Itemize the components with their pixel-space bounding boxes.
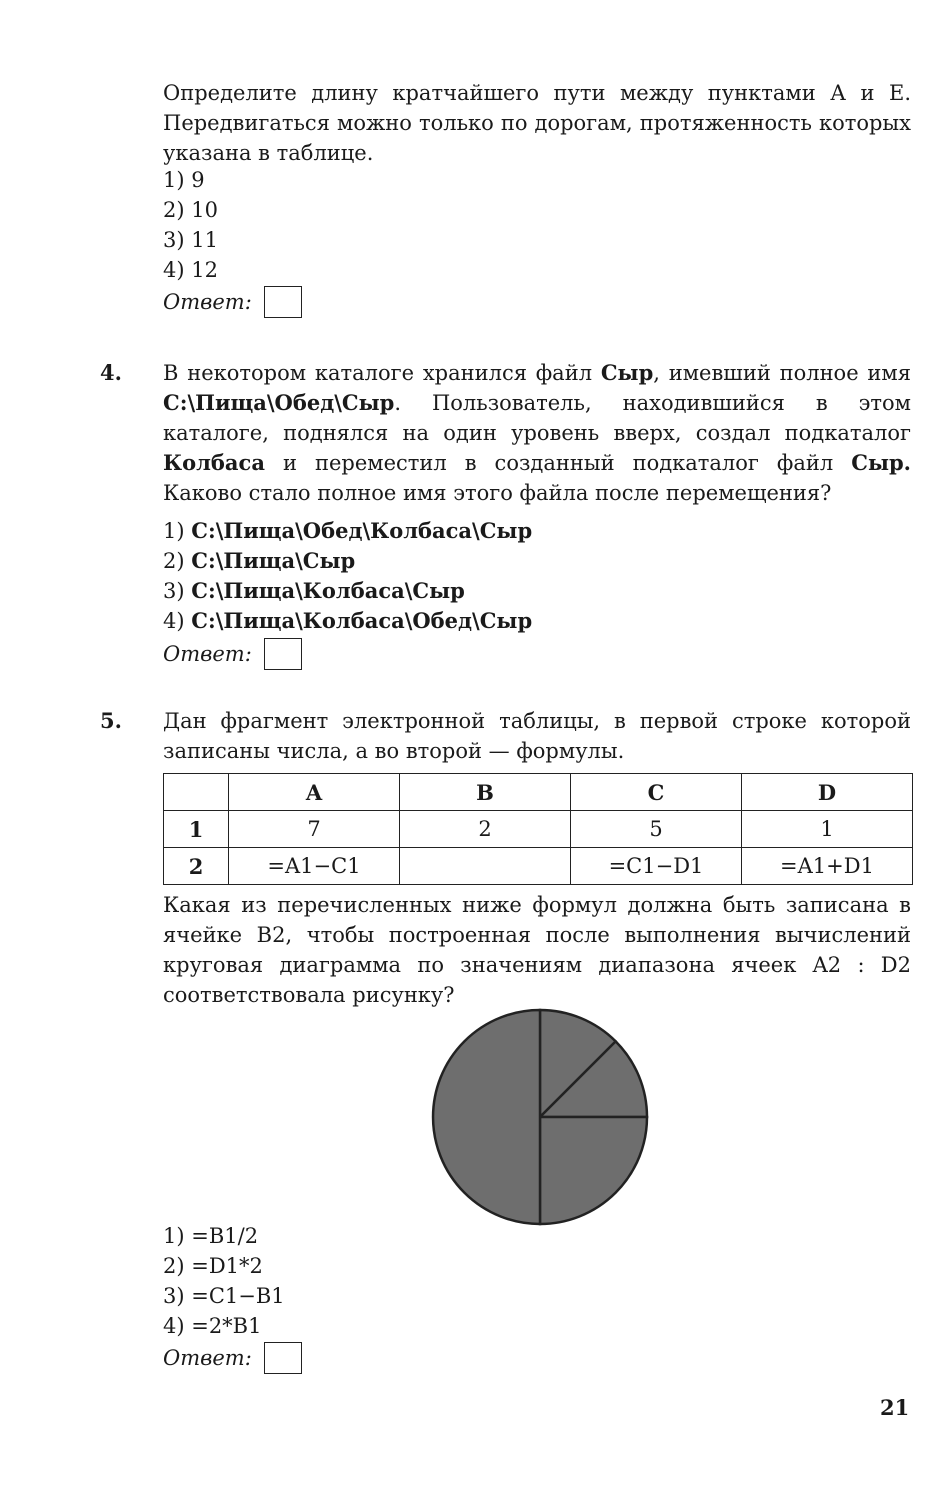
q4-option-path: C:\Пища\Колбаса\Сыр <box>191 578 465 603</box>
q3-option-4[interactable]: 4) 12 <box>163 258 218 282</box>
q4-text-part: Сыр. <box>851 450 911 475</box>
q4-answer <box>163 638 302 670</box>
q5-option-2[interactable]: 2) =D1*2 <box>163 1254 263 1278</box>
q5-number: 5. <box>100 708 122 733</box>
table-header-row <box>164 774 913 811</box>
q3-option-1[interactable]: 1) 9 <box>163 168 205 192</box>
cell-c2: =C1−D1 <box>571 848 742 885</box>
q4-option-4[interactable] <box>163 606 532 636</box>
pie-chart <box>428 1005 652 1229</box>
column-header-a: A <box>229 774 400 811</box>
table-row <box>164 848 913 885</box>
cell-d2: =A1+D1 <box>742 848 913 885</box>
q3-option-3[interactable]: 3) 11 <box>163 228 218 252</box>
column-header-c: C <box>571 774 742 811</box>
spreadsheet-table <box>163 773 913 885</box>
cell-a2: =A1−C1 <box>229 848 400 885</box>
q4-text-part: Каково стало полное имя этого файла после перемещения? <box>163 481 832 505</box>
q4-option-num: 4) <box>163 609 185 633</box>
q4-text-part: Сыр <box>600 360 654 385</box>
q5-intro: Дан фрагмент электронной таблицы, в первой строке которой записаны числа, а во второй — формулы. <box>163 709 911 763</box>
q4-option-num: 1) <box>163 519 185 543</box>
q3-text: Определите длину кратчайшего пути между пунктами А и Е. Передвигаться можно только по дорогам, протяженность которых указана в таблице. <box>163 81 911 165</box>
q4-text-part: В некотором каталоге хранился файл <box>163 361 601 385</box>
column-header-b: B <box>400 774 571 811</box>
column-header-d: D <box>742 774 913 811</box>
q4-option-1[interactable] <box>163 516 532 546</box>
q4-answer-label: Ответ: <box>163 642 252 666</box>
q5-option-3[interactable]: 3) =C1−B1 <box>163 1284 285 1308</box>
q4-text <box>163 358 911 508</box>
q5-option-1[interactable]: 1) =B1/2 <box>163 1224 259 1248</box>
q5-answer-box[interactable] <box>264 1342 302 1374</box>
q4-option-2[interactable] <box>163 546 355 576</box>
q3-answer-box[interactable] <box>264 286 302 318</box>
q4-text-part: , имевший полное имя <box>653 361 911 385</box>
q4-text-part: Колбаса <box>163 450 265 475</box>
q5-question: Какая из перечисленных ниже формул должна быть записана в ячейке B2, чтобы построенная после выполнения вычислений круговая диаграмма по значениям диапазона ячеек A2 : D2 соответствовала рисунку? <box>163 893 911 1007</box>
q5-answer <box>163 1342 302 1374</box>
q4-answer-box[interactable] <box>264 638 302 670</box>
q4-text-part: и переместил в созданный подкаталог файл <box>264 451 852 475</box>
cell-a1: 7 <box>229 811 400 848</box>
table-corner-cell <box>164 774 229 811</box>
cell-d1: 1 <box>742 811 913 848</box>
q4-option-num: 3) <box>163 579 185 603</box>
q4-option-3[interactable] <box>163 576 465 606</box>
cell-b1: 2 <box>400 811 571 848</box>
pie-slice-3 <box>540 1117 647 1224</box>
cell-b2 <box>400 848 571 885</box>
q4-option-path: C:\Пища\Колбаса\Обед\Сыр <box>191 608 533 633</box>
cell-c1: 5 <box>571 811 742 848</box>
q4-option-num: 2) <box>163 549 185 573</box>
q5-answer-label: Ответ: <box>163 1346 252 1370</box>
q4-text-part: C:\Пища\Обед\Сыр <box>163 390 395 415</box>
q3-answer <box>163 286 302 318</box>
q5-option-4[interactable]: 4) =2*B1 <box>163 1314 262 1338</box>
q4-option-path: C:\Пища\Обед\Колбаса\Сыр <box>191 518 533 543</box>
page-number: 21 <box>880 1395 910 1420</box>
pie-slice-4 <box>433 1010 540 1224</box>
q4-number: 4. <box>100 360 122 385</box>
q3-option-2[interactable]: 2) 10 <box>163 198 218 222</box>
q4-text-part: . Пользователь, находившийся в этом каталоге, поднялся на один уровень вверх, создал подкаталог <box>163 391 911 445</box>
q4-option-path: C:\Пища\Сыр <box>191 548 356 573</box>
row-header-1: 1 <box>164 811 229 848</box>
table-row <box>164 811 913 848</box>
q3-answer-label: Ответ: <box>163 290 252 314</box>
row-header-2: 2 <box>164 848 229 885</box>
